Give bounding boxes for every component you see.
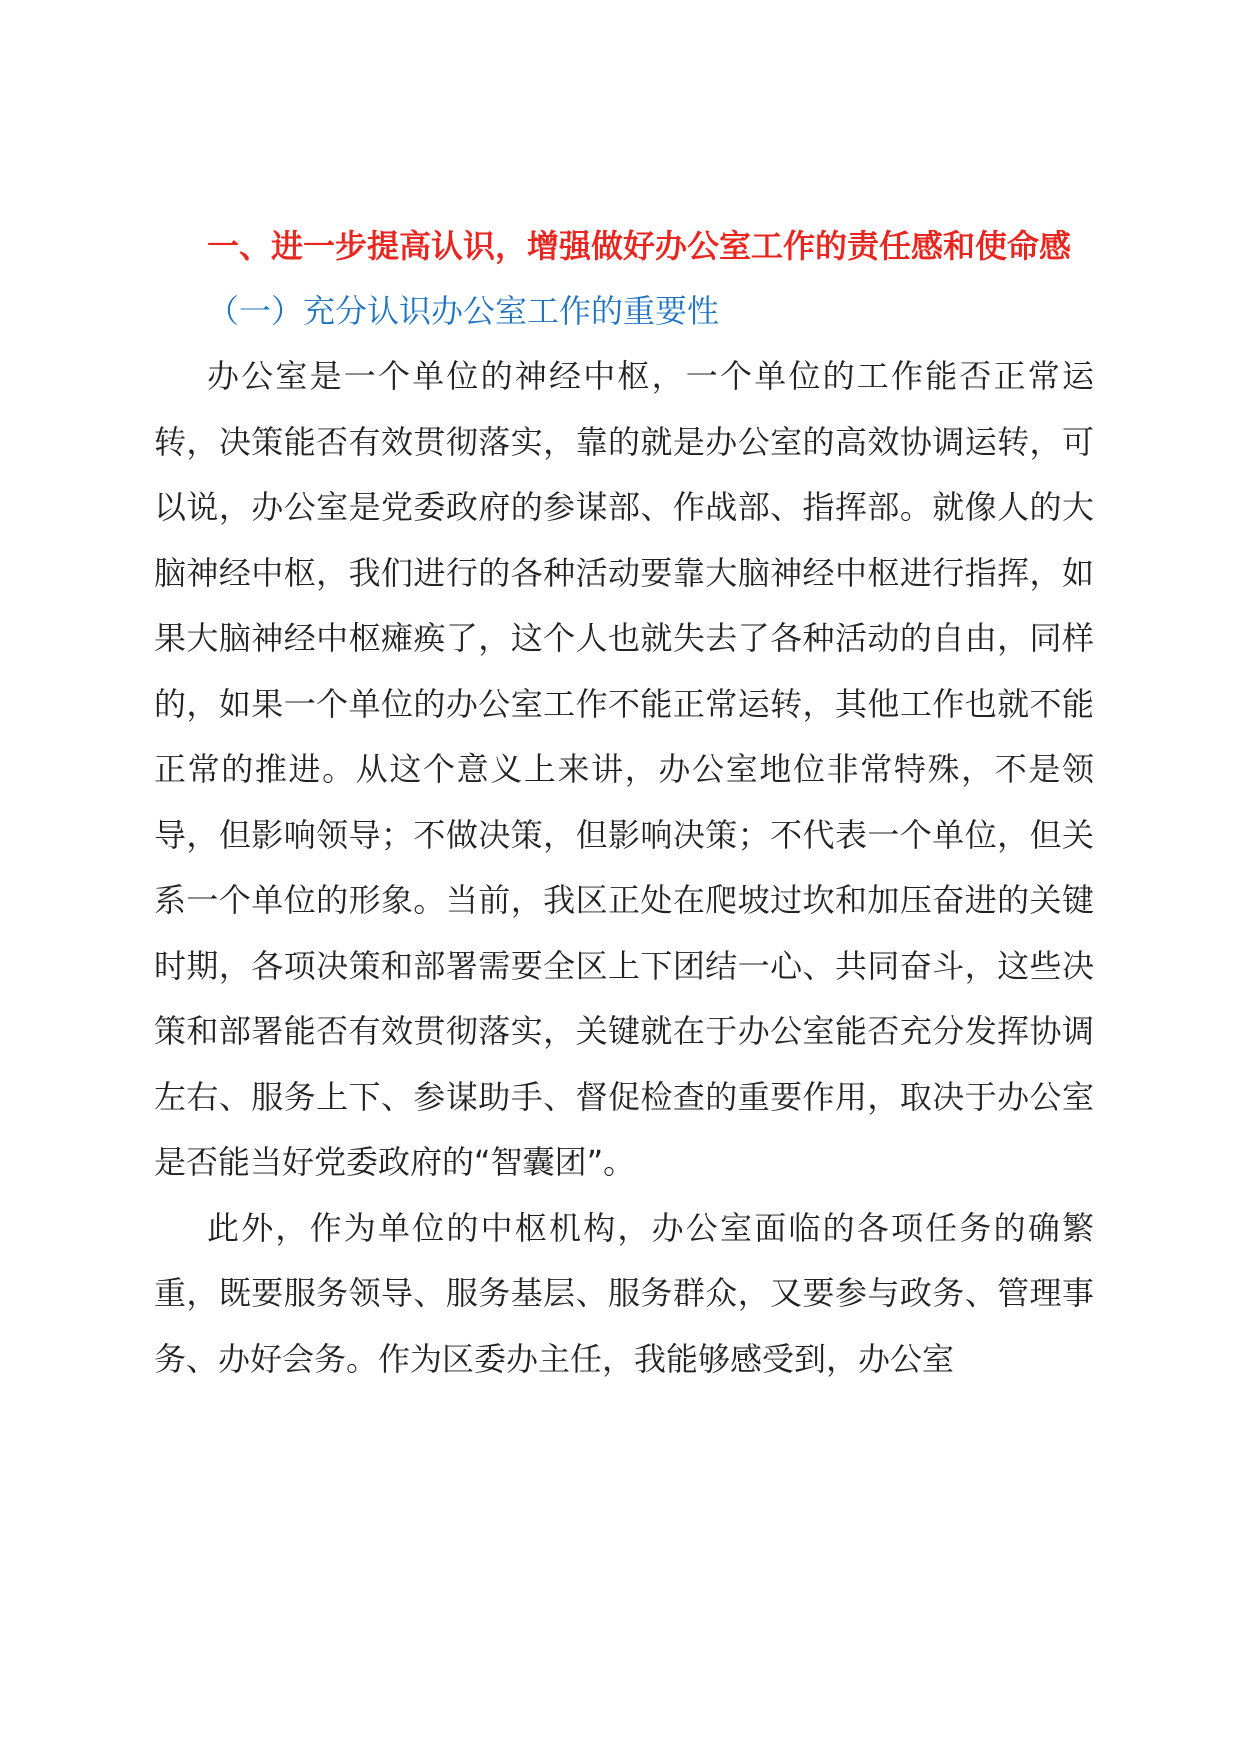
subsection-heading: （一）充分认识办公室工作的重要性	[207, 292, 720, 330]
body-paragraph-1: 办公室是一个单位的神经中枢，一个单位的工作能否正常运转，决策能否有效贯彻落实，靠的就是办公室的高效协调运转，可以说，办公室是党委政府的参谋部、作战部、指挥部。就像人的大脑神经中枢，我们进行的各种活动要靠大脑神经中枢进行指挥，如果大脑神经中枢瘫痪了，这个人也就失去了各种活动的自由，同样的，如果一个单位的办公室工作不能正常运转，其他工作也就不能正常的推进。从这个意义上来讲，办公室地位非常特殊，不是领导，但影响领导；不做决策，但影响决策；不代表一个单位，但关系一个单位的形象。当前，我区正处在爬坡过坎和加压奋进的关键时期，各项决策和部署需要全区上下团结一心、共同奋斗，这些决策和部署能否有效贯彻落实，关键就在于办公室能否充分发挥协调左右、服务上下、参谋助手、督促检查的重要作用，取决于办公室是否能当好党委政府的“智囊团”。	[154, 357, 1094, 1181]
body-paragraph-2: 此外，作为单位的中枢机构，办公室面临的各项任务的确繁重，既要服务领导、服务基层、服务群众，又要参与政务、管理事务、办好会务。作为区委办主任，我能够感受到，办公室	[154, 1208, 1094, 1378]
section-heading: 一、进一步提高认识，增强做好办公室工作的责任感和使命感	[207, 227, 1072, 265]
document-body	[154, 214, 1094, 1392]
